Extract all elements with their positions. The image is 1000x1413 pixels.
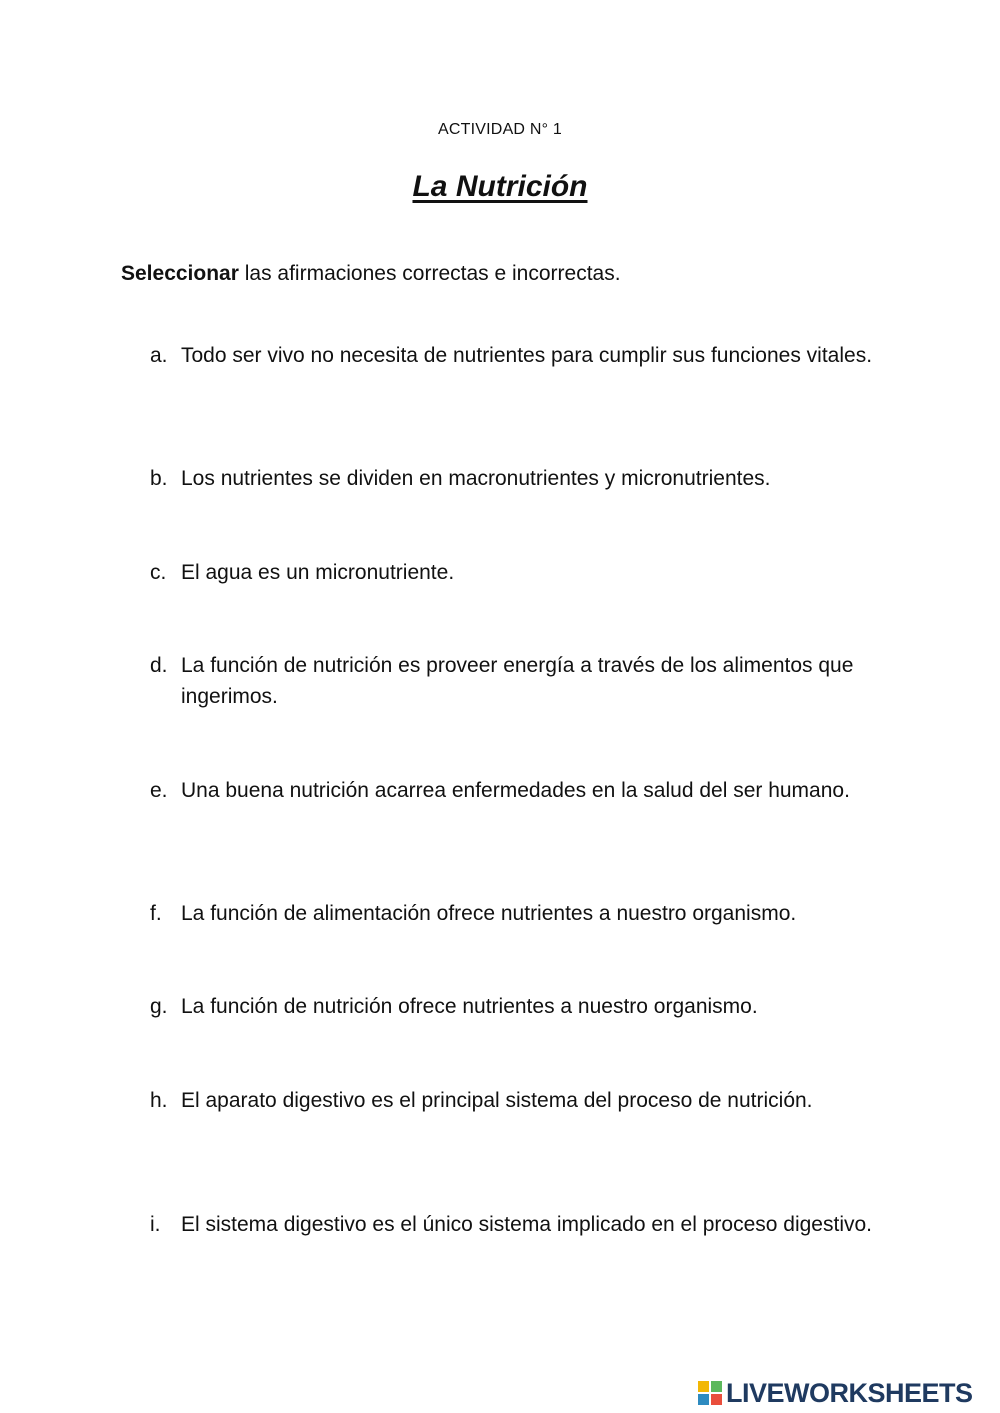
statement-text: Una buena nutrición acarrea enfermedades en la salud del ser humano. xyxy=(181,779,850,802)
statement-text: La función de nutrición ofrece nutrientes a nuestro organismo. xyxy=(181,995,758,1018)
statement-d[interactable] xyxy=(150,650,890,712)
logo-text: LIVEWORKSHEETS xyxy=(726,1377,973,1408)
logo-square-1 xyxy=(698,1381,709,1392)
page-title: La Nutrición xyxy=(412,170,588,203)
statement-letter: a. xyxy=(150,344,168,367)
statement-letter: g. xyxy=(150,995,168,1018)
statement-i[interactable] xyxy=(150,1209,890,1240)
statement-letter: b. xyxy=(150,467,168,490)
statement-text: Todo ser vivo no necesita de nutrientes para cumplir sus funciones vitales. xyxy=(181,344,873,367)
statement-letter: e. xyxy=(150,779,168,802)
statement-text: El aparato digestivo es el principal sistema del proceso de nutrición. xyxy=(181,1089,813,1112)
statement-text: El sistema digestivo es el único sistema implicado en el proceso digestivo. xyxy=(181,1213,873,1236)
logo-square-4 xyxy=(711,1394,722,1405)
statement-f[interactable] xyxy=(150,898,890,929)
statement-text: La función de nutrición es proveer energía a través de los alimentos que ingerimos. xyxy=(181,654,854,708)
statement-letter: d. xyxy=(150,654,168,677)
statement-letter: i. xyxy=(150,1213,161,1236)
statement-text: La función de alimentación ofrece nutrientes a nuestro organismo. xyxy=(181,902,797,925)
logo-square-3 xyxy=(698,1394,709,1405)
statement-b[interactable] xyxy=(150,463,890,494)
logo-square-2 xyxy=(711,1381,722,1392)
logo-mark-icon xyxy=(698,1381,722,1405)
statement-text: Los nutrientes se dividen en macronutrientes y micronutrientes. xyxy=(181,467,771,490)
statement-e[interactable] xyxy=(150,775,890,806)
instruction-verb: Seleccionar xyxy=(121,262,239,285)
instruction-text: las afirmaciones correctas e incorrectas. xyxy=(238,262,621,285)
instruction xyxy=(121,262,621,286)
statement-a[interactable] xyxy=(150,340,890,371)
statement-letter: c. xyxy=(150,561,167,584)
statement-c[interactable] xyxy=(150,557,890,588)
activity-label: ACTIVIDAD N° 1 xyxy=(438,121,562,138)
statement-text: El agua es un micronutriente. xyxy=(181,561,455,584)
statement-letter: f. xyxy=(150,902,162,925)
statement-letter: h. xyxy=(150,1089,168,1112)
statement-g[interactable] xyxy=(150,991,890,1022)
liveworksheets-logo xyxy=(698,1377,973,1409)
statement-h[interactable] xyxy=(150,1085,890,1116)
